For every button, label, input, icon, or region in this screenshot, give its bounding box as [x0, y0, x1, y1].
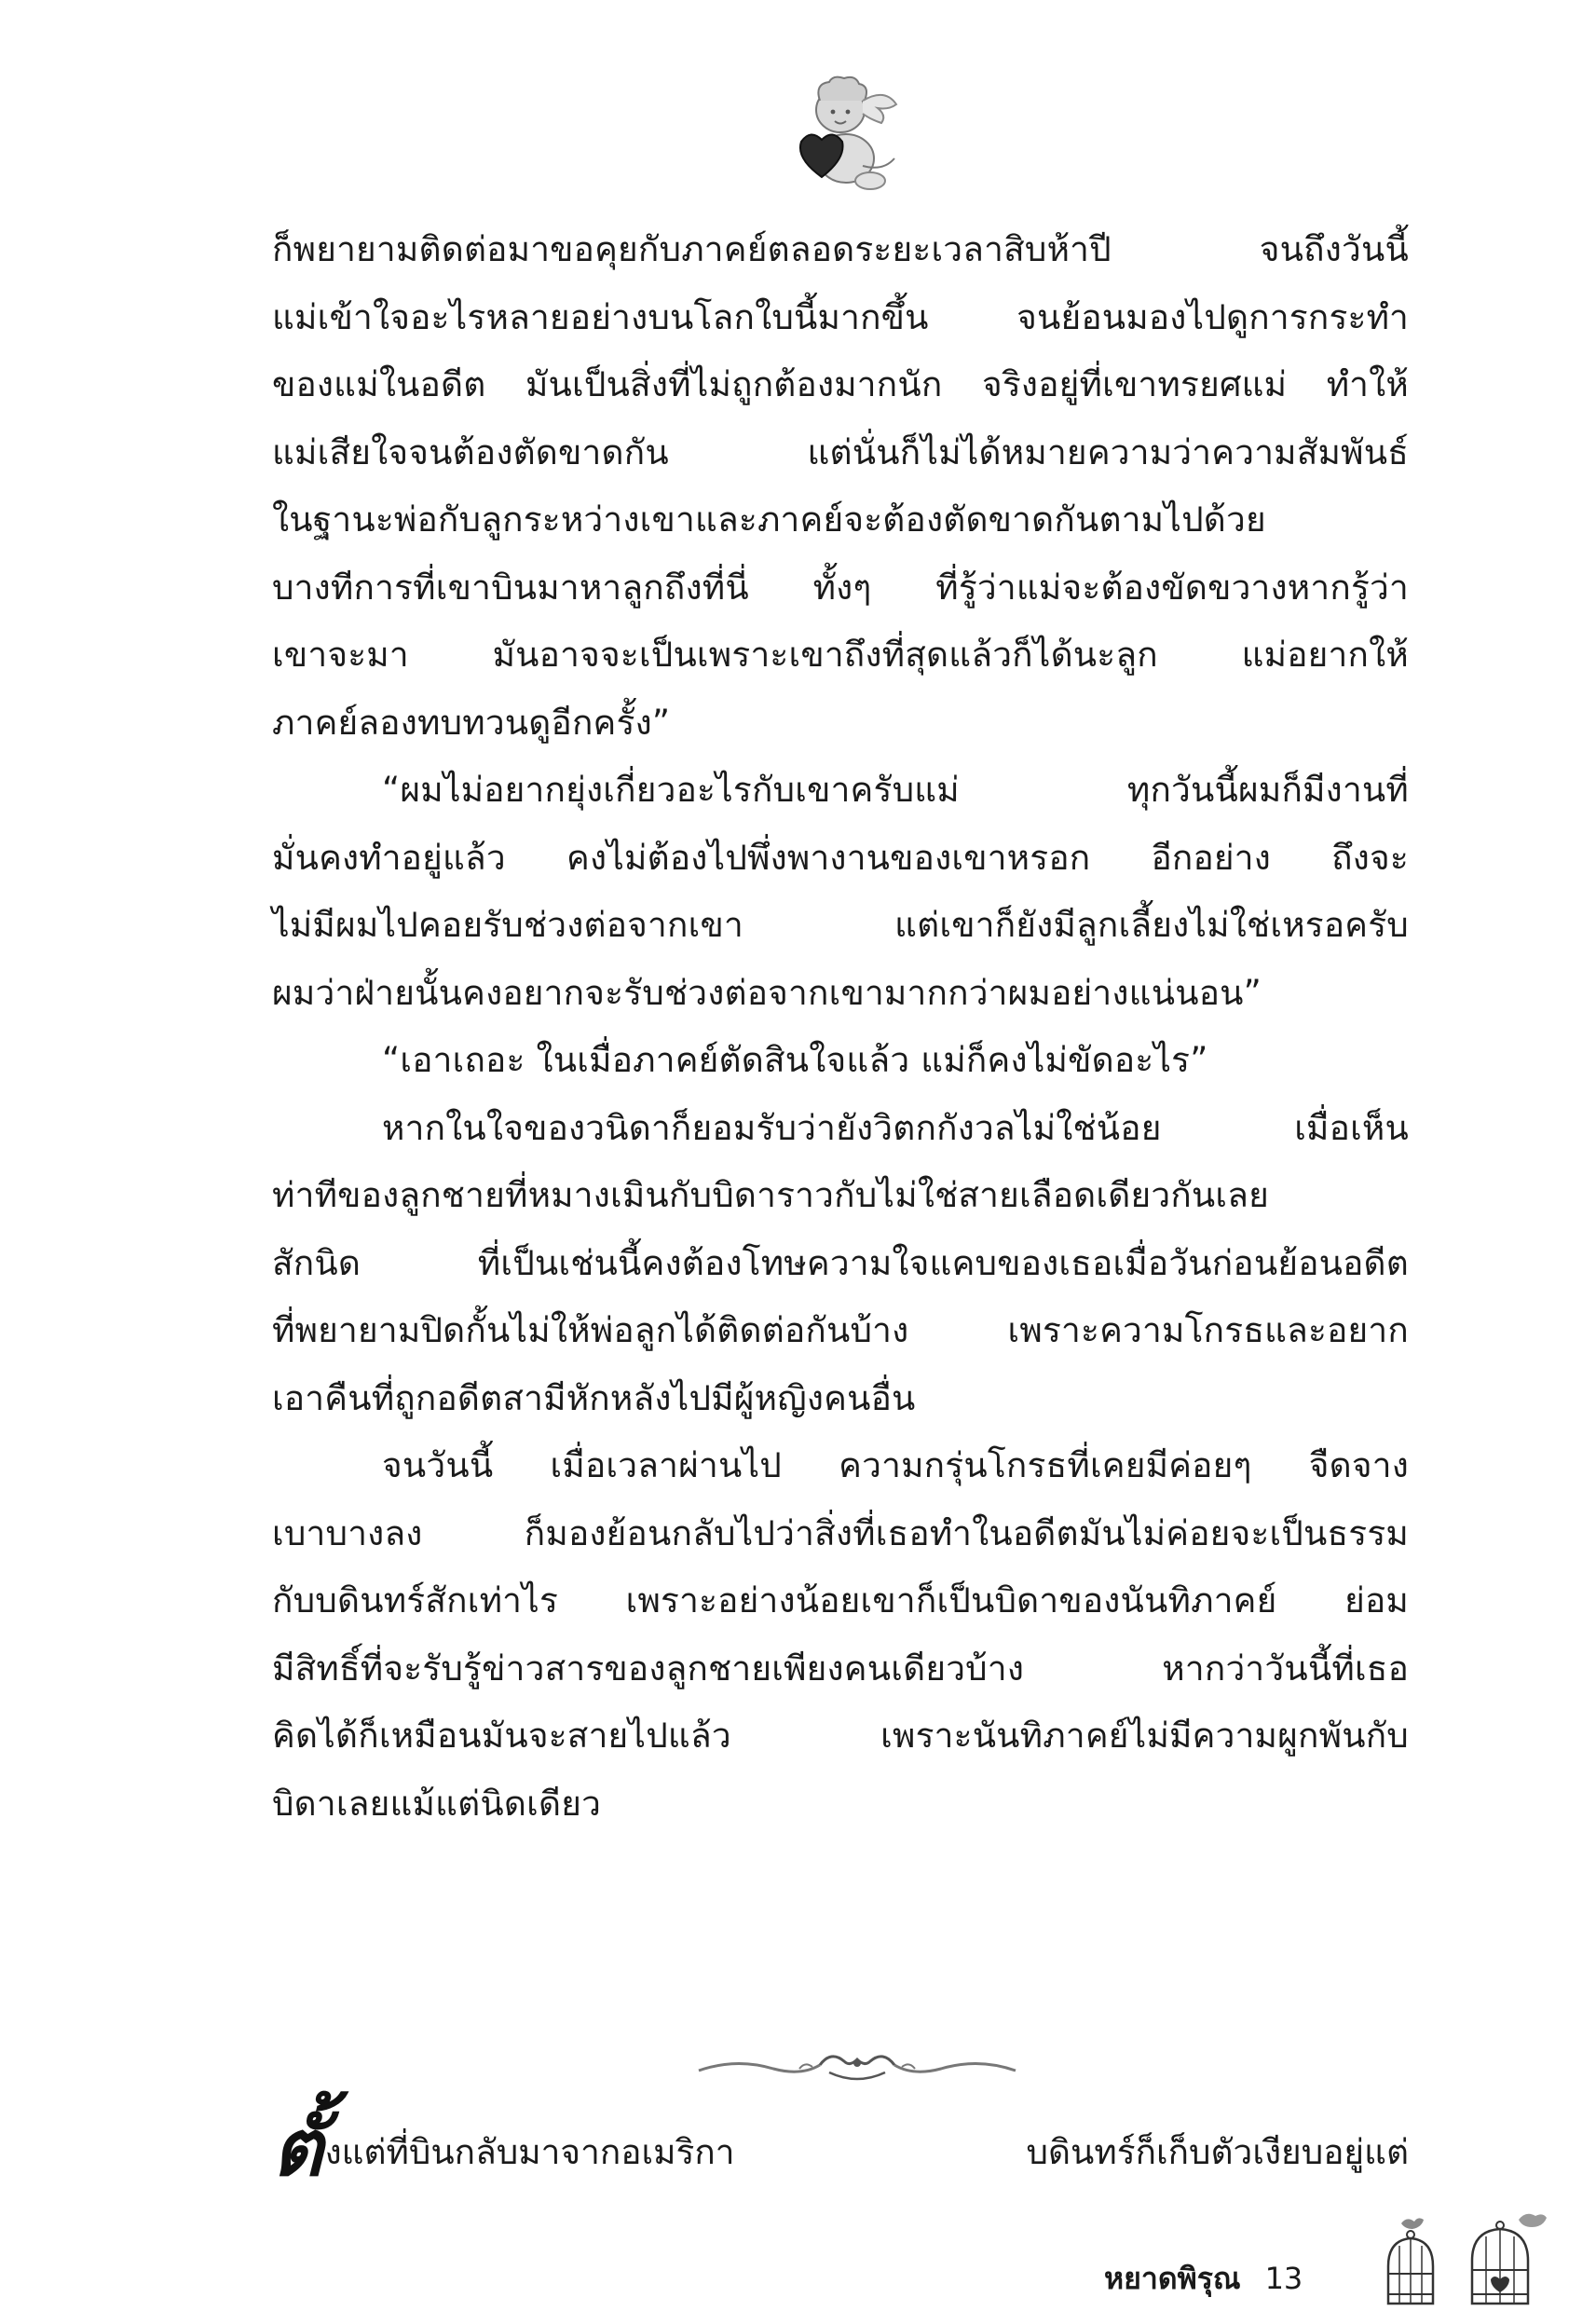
birdcage-icon — [1379, 2208, 1565, 2306]
text-line: ก็พยายามติดต่อมาขอคุยกับภาคย์ตลอดระยะเวลาสิบห้าปี จนถึงวันนี้ — [272, 229, 1409, 269]
text-line: แม่เข้าใจอะไรหลายอย่างบนโลกใบนี้มากขึ้น จนย้อนมองไปดูการกระทำ — [272, 296, 1409, 337]
section-opening-text: งแต่ที่บินกลับมาจากอเมริกา บดินทร์ก็เก็บตัวเงียบอยู่แต่ — [324, 2132, 1409, 2172]
drop-cap: ตั้ — [272, 2101, 323, 2194]
text-line: ที่พยายามปิดกั้นไม่ให้พ่อลูกได้ติดต่อกันบ้าง เพราะความโกรธและอยาก — [272, 1310, 1409, 1350]
text-line: ในฐานะพ่อกับลูกระหว่างเขาและภาคย์จะต้องตัดขาดกันตามไปด้วย — [272, 499, 1266, 540]
text-line: ไม่มีผมไปคอยรับช่วงต่อจากเขา แต่เขาก็ยังมีลูกเลี้ยงไม่ใช่เหรอครับ — [272, 905, 1409, 945]
text-line: ของแม่ในอดีต มันเป็นสิ่งที่ไม่ถูกต้องมากนัก จริงอยู่ที่เขาทรยศแม่ ทำให้ — [272, 364, 1409, 404]
cherub-heart-icon — [773, 73, 904, 194]
text-line: “ผมไม่อยากยุ่งเกี่ยวอะไรกับเขาครับแม่ ทุกวันนี้ผมก็มีงานที่ — [382, 770, 1409, 810]
text-line: “เอาเถอะ ในเมื่อภาคย์ตัดสินใจแล้ว แม่ก็คงไม่ขัดอะไร” — [382, 1040, 1208, 1080]
text-line: บิดาเลยแม้แต่นิดเดียว — [272, 1783, 602, 1824]
text-line: เอาคืนที่ถูกอดีตสามีหักหลังไปมีผู้หญิงคนอื่น — [272, 1377, 916, 1418]
text-line: สักนิด ที่เป็นเช่นนี้คงต้องโทษความใจแคบของเธอเมื่อวันก่อนย้อนอดีต — [272, 1242, 1409, 1283]
text-line: เขาจะมา มันอาจจะเป็นเพราะเขาถึงที่สุดแล้วก็ได้นะลูก แม่อยากให้ — [272, 635, 1409, 675]
text-line: มีสิทธิ์ที่จะรับรู้ข่าวสารของลูกชายเพียงคนเดียวบ้าง หากว่าวันนี้ที่เธอ — [272, 1648, 1409, 1689]
text-line: บางทีการที่เขาบินมาหาลูกถึงที่นี่ ทั้งๆ ที่รู้ว่าแม่จะต้องขัดขวางหากรู้ว่า — [272, 567, 1409, 608]
section-opening-line — [272, 2087, 1409, 2194]
ornamental-flourish-icon — [689, 2046, 1025, 2089]
text-line: แม่เสียใจจนต้องตัดขาดกัน แต่นั่นก็ไม่ได้หมายความว่าความสัมพันธ์ — [272, 431, 1409, 472]
text-line: เบาบางลง ก็มองย้อนกลับไปว่าสิ่งที่เธอทำในอดีตมันไม่ค่อยจะเป็นธรรม — [272, 1512, 1409, 1553]
text-line: หากในใจของวนิดาก็ยอมรับว่ายังวิตกกังวลไม่ใช่น้อย เมื่อเห็น — [382, 1107, 1409, 1148]
page-footer — [1104, 2255, 1303, 2302]
text-line: ท่าทีของลูกชายที่หมางเมินกับบิดาราวกับไม่ใช่สายเลือดเดียวกันเลย — [272, 1175, 1270, 1215]
text-line: ผมว่าฝ่ายนั้นคงอยากจะรับช่วงต่อจากเขามากกว่าผมอย่างแน่นอน” — [272, 972, 1262, 1013]
text-line: ภาคย์ลองทบทวนดูอีกครั้ง” — [272, 702, 671, 743]
page-number: 13 — [1264, 2261, 1303, 2296]
text-line: กับบดินทร์สักเท่าไร เพราะอย่างน้อยเขาก็เป็นบิดาของนันทิภาคย์ ย่อม — [272, 1580, 1409, 1620]
text-line: จนวันนี้ เมื่อเวลาผ่านไป ความกรุ่นโกรธที่เคยมีค่อยๆ จืดจาง — [382, 1445, 1409, 1485]
body-text — [272, 216, 1409, 1838]
text-line: มั่นคงทำอยู่แล้ว คงไม่ต้องไปพึ่งพางานของเขาหรอก อีกอย่าง ถึงจะ — [272, 837, 1409, 878]
text-line: คิดได้ก็เหมือนมันจะสายไปแล้ว เพราะนันทิภาคย์ไม่มีความผูกพันกับ — [272, 1716, 1409, 1756]
running-head-title: หยาดพิรุณ — [1104, 2260, 1241, 2296]
